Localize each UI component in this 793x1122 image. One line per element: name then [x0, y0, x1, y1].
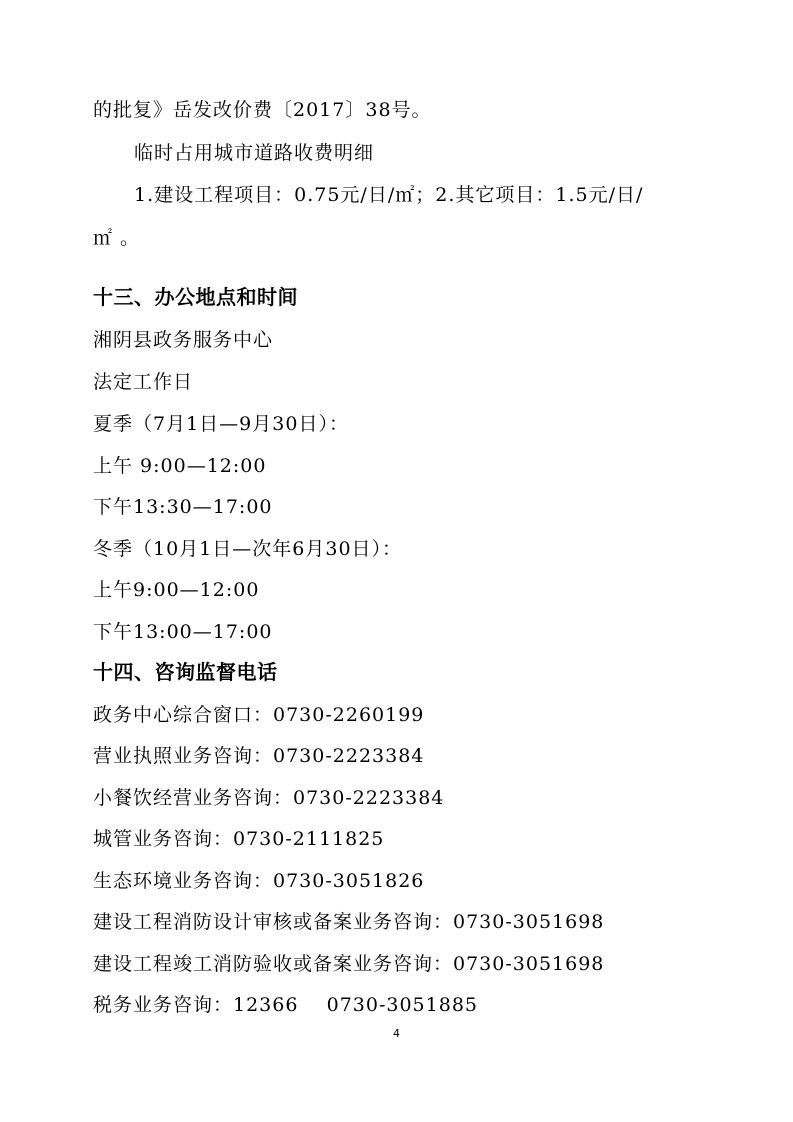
approval-text: 的批复》岳发改价费〔2017〕38号。 [93, 99, 432, 121]
phone-line: 建设工程竣工消防验收或备案业务咨询：0730-3051698 [93, 953, 605, 975]
fee-items-line-2: ㎡ 。 [93, 227, 141, 249]
phone-line: 城管业务咨询：0730-2111825 [93, 828, 385, 850]
fee-detail-title: 临时占用城市道路收费明细 [134, 142, 375, 164]
summer-morning-hours: 上午 9:00—12:00 [93, 455, 267, 477]
summer-afternoon-hours: 下午13:30—17:00 [93, 496, 273, 518]
phone-line: 小餐饮经营业务咨询：0730-2223384 [93, 787, 445, 809]
winter-label: 冬季（10月1日—次年6月30日）： [93, 538, 403, 560]
fee-items-line-1: 1.建设工程项目：0.75元/日/㎡；2.其它项目：1.5元/日/ [134, 184, 644, 206]
winter-afternoon-hours: 下午13:00—17:00 [93, 621, 273, 643]
summer-label: 夏季（7月1日—9月30日）： [93, 413, 349, 435]
phone-line: 营业执照业务咨询：0730-2223384 [93, 745, 425, 767]
phone-line: 税务业务咨询：12366 0730-3051885 [93, 994, 478, 1016]
phone-line: 生态环境业务咨询：0730-3051826 [93, 870, 425, 892]
workday-label: 法定工作日 [93, 371, 194, 393]
page-number: 4 [393, 1027, 400, 1040]
section-13-heading: 十三、办公地点和时间 [93, 285, 298, 309]
phone-line: 政务中心综合窗口：0730-2260199 [93, 704, 425, 726]
winter-morning-hours: 上午9:00—12:00 [93, 579, 260, 601]
office-location: 湘阴县政务服务中心 [93, 329, 274, 351]
section-14-heading: 十四、咨询监督电话 [93, 660, 278, 684]
phone-line: 建设工程消防设计审核或备案业务咨询：0730-3051698 [93, 911, 605, 933]
